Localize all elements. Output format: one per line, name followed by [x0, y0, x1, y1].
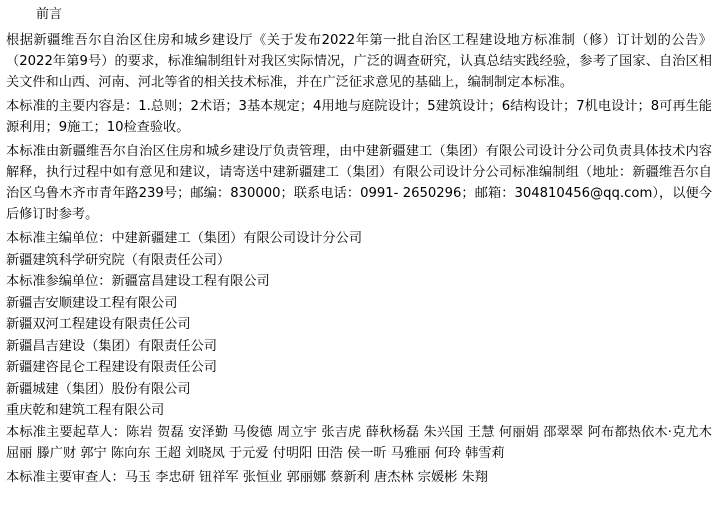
participating-label: 本标准参编单位：: [6, 274, 112, 289]
drafters-paragraph: [6, 422, 712, 464]
participating-label-and-first-unit: [6, 271, 712, 293]
chief-editor-label: 本标准主编单位：: [6, 231, 112, 246]
page-title: 前言: [36, 7, 63, 22]
chief-editor-section: [6, 228, 712, 271]
paragraph-management: 本标准由新疆维吾尔自治区住房和城乡建设厅负责管理，由中建新疆建工（集团）有限公司设计分公司负责具体技术内容解释，执行过程中如有意见和建议，请寄送中建新疆建工（集团）有限公司设计分公司标准编制组（地址：新疆维吾尔自治区乌鲁木齐市青年路239号；邮编：830000；联系电话：0991- 2650296；邮箱：304810456@qq.com），以便今后修订时参考。: [6, 144, 712, 222]
participating-unit-4: 新疆昌吉建设（集团）有限责任公司: [6, 338, 217, 354]
participating-units-section: [6, 271, 712, 422]
paragraph-basis: 根据新疆维吾尔自治区住房和城乡建设厅《关于发布2022年第一批自治区工程建设地方标准制（修）订计划的公告》（2022年第9号）的要求，标准编制组针对我区实际情况，广泛的调查研究，认真总结实践经验，参考了国家、自治区相关文件和山西、河南、河北等省的相关技术标准，并在广泛征求意见的基础上，编制制定本标准。: [6, 33, 712, 90]
participating-unit-6: 新疆城建（集团）股份有限公司: [6, 381, 191, 397]
chief-editor-label-and-first-unit: [6, 228, 712, 250]
reviewers-names: 马玉 李忠研 钮祥军 张恒业 郭丽娜 蔡新利 唐杰林 宗媛彬 朱翔: [124, 469, 488, 485]
reviewers-section: [6, 467, 712, 488]
reviewers-paragraph: [6, 467, 712, 488]
drafters-section: [6, 422, 712, 464]
paragraph-scope: [6, 30, 712, 93]
participating-unit-3: 新疆双河工程建设有限责任公司: [6, 317, 191, 332]
paragraph-administration: [6, 141, 712, 225]
reviewers-label: 本标准主要审查人：: [6, 469, 125, 485]
drafters-names: 陈岩 贺磊 安泽勤 马俊德 周立宇 张吉虎 薛秋杨磊 朱兴国 王慧 何丽娟 邵翠翠 阿布都热依木·克尤木 屈丽 滕广财 郭宁 陈向东 王超 刘晓凤 于元爱 付明阳 田浩 侯一昕 马雅丽 何玲 韩雪莉: [6, 424, 712, 461]
document-page: [0, 6, 718, 510]
paragraph-contents: [6, 96, 712, 138]
participating-unit-1: 新疆富昌建设工程有限公司: [111, 274, 270, 289]
drafters-label: 本标准主要起草人：: [6, 424, 127, 440]
participating-unit-7: 重庆乾和建筑工程有限公司: [6, 403, 165, 418]
chief-editor-unit-2: 新疆建筑科学研究院（有限责任公司）: [6, 252, 231, 268]
participating-unit-2: 新疆吉安顺建设工程有限公司: [6, 295, 178, 311]
chief-editor-unit-1: 中建新疆建工（集团）有限公司设计分公司: [111, 231, 363, 246]
participating-unit-5: 新疆建咨昆仑工程建设有限责任公司: [6, 360, 217, 375]
paragraph-main-contents: 本标准的主要内容是：1.总则；2术语；3基本规定；4用地与庭院设计；5建筑设计；6结构设计；7机电设计；8可再生能源利用；9施工；10检查验收。: [6, 99, 712, 135]
